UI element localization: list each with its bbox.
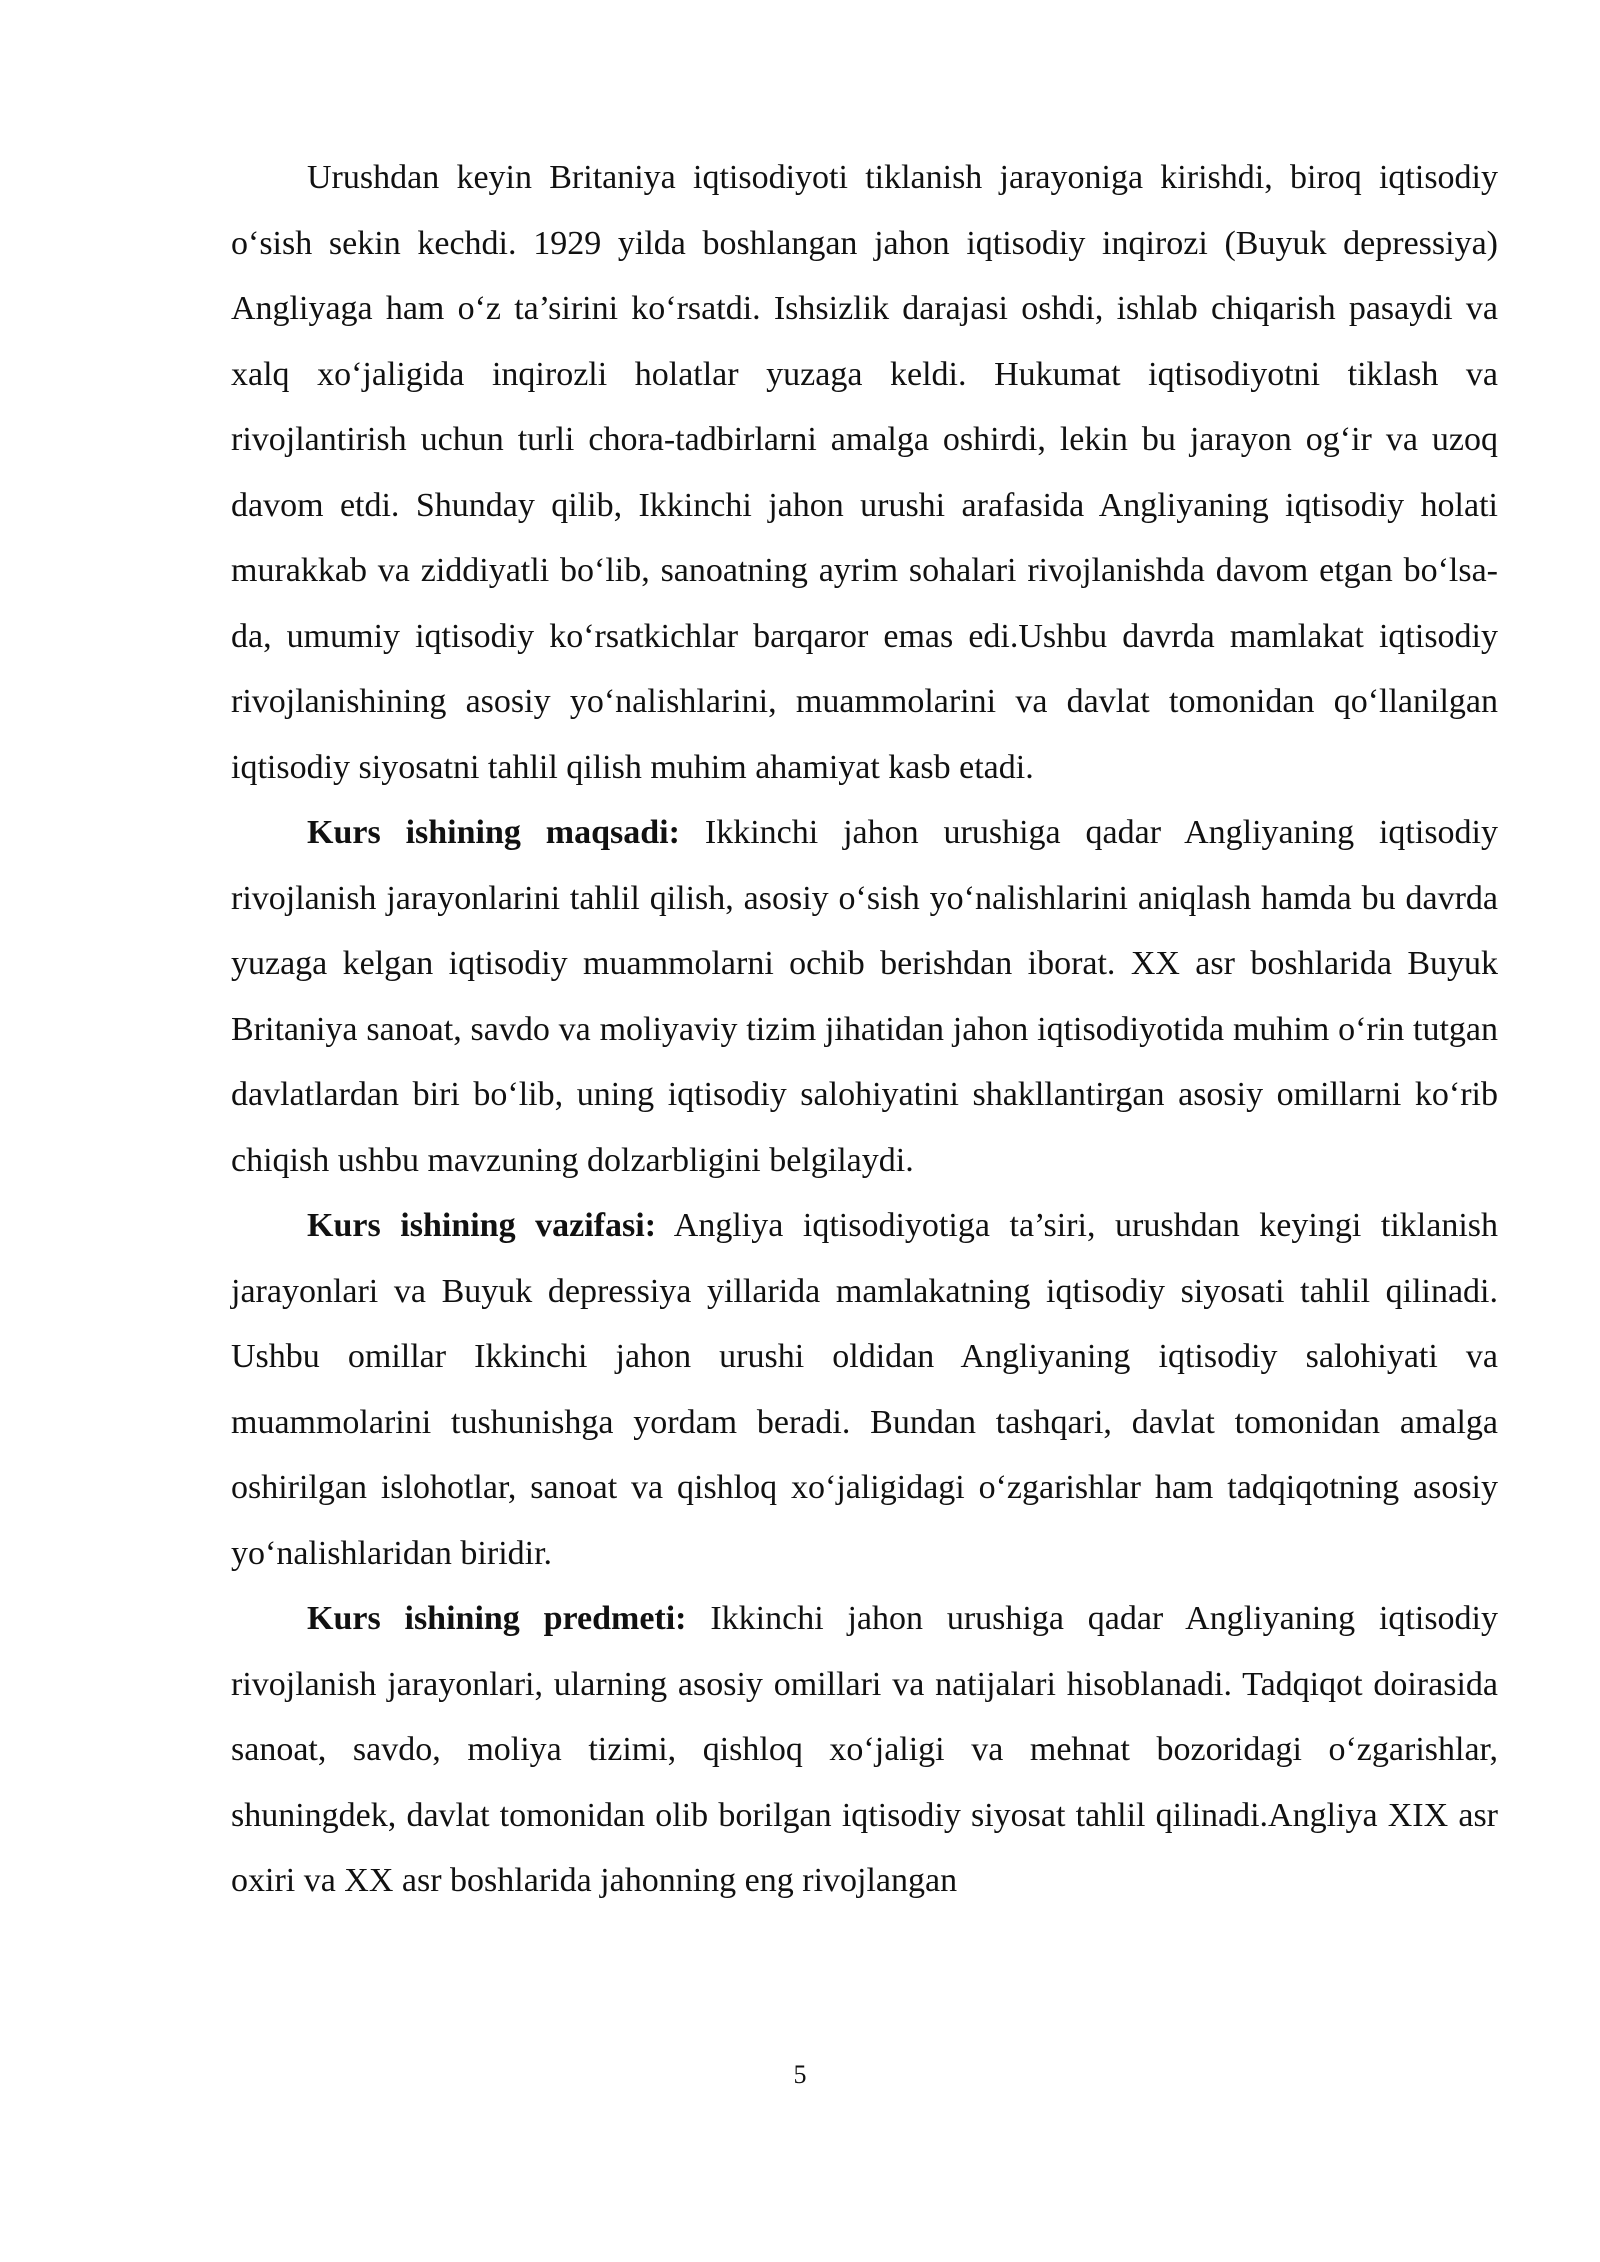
paragraph-text: Angliya iqtisodiyotiga ta’siri, urushdan keyingi tiklanish jarayonlari va Buyuk depressiya yillarida mamlakatning iqtisodiy siyosati tahlil qilinadi. Ushbu omillar Ikkinchi jahon urushi oldidan Angliyaning iqtisodiy salohiyati va muammolarini tushunishga yordam beradi. Bundan tashqari, davlat tomonidan amalga oshirilgan islohotlar, sanoat va qishloq xo‘jaligidagi o‘zgarishlar ham tadqiqotning asosiy yo‘nalishlaridan biridir.	[231, 1207, 1498, 1572]
paragraph-heading: Kurs ishining vazifasi:	[307, 1207, 657, 1244]
paragraph-heading: Kurs ishining predmeti:	[307, 1600, 687, 1637]
paragraph-predmeti	[231, 1586, 1498, 1914]
paragraph-vazifasi	[231, 1193, 1498, 1586]
paragraph-intro	[231, 145, 1498, 800]
paragraph-text: Ikkinchi jahon urushiga qadar Angliyaning iqtisodiy rivojlanish jarayonlarini tahlil qilish, asosiy o‘sish yo‘nalishlarini aniqlash hamda bu davrda yuzaga kelgan iqtisodiy muammolarni ochib berishdan iborat. XX asr boshlarida Buyuk Britaniya sanoat, savdo va moliyaviy tizim jihatidan jahon iqtisodiyotida muhim o‘rin tutgan davlatlardan biri bo‘lib, uning iqtisodiy salohiyatini shakllantirgan asosiy omillarni ko‘rib chiqish ushbu mavzuning dolzarbligini belgilaydi.	[231, 814, 1498, 1179]
page-number: 5	[793, 2060, 807, 2089]
paragraph-heading: Kurs ishining maqsadi:	[307, 814, 680, 851]
paragraph-maqsadi	[231, 800, 1498, 1193]
paragraph-text: Urushdan keyin Britaniya iqtisodiyoti tiklanish jarayoniga kirishdi, biroq iqtisodiy o‘sish sekin kechdi. 1929 yilda boshlangan jahon iqtisodiy inqirozi (Buyuk depressiya) Angliyaga ham o‘z ta’sirini ko‘rsatdi. Ishsizlik darajasi oshdi, ishlab chiqarish pasaydi va xalq xo‘jaligida inqirozli holatlar yuzaga keldi. Hukumat iqtisodiyotni tiklash va rivojlantirish uchun turli chora-tadbirlarni amalga oshirdi, lekin bu jarayon og‘ir va uzoq davom etdi. Shunday qilib, Ikkinchi jahon urushi arafasida Angliyaning iqtisodiy holati murakkab va ziddiyatli bo‘lib, sanoatning ayrim sohalari rivojlanishda davom etgan bo‘lsa-da, umumiy iqtisodiy ko‘rsatkichlar barqaror emas edi.Ushbu davrda mamlakat iqtisodiy rivojlanishining asosiy yo‘nalishlarini, muammolarini va davlat tomonidan qo‘llanilgan iqtisodiy siyosatni tahlil qilish muhim ahamiyat kasb etadi.	[231, 159, 1498, 786]
paragraph-text: Ikkinchi jahon urushiga qadar Angliyaning iqtisodiy rivojlanish jarayonlari, ularning asosiy omillari va natijalari hisoblanadi. Tadqiqot doirasida sanoat, savdo, moliya tizimi, qishloq xo‘jaligi va mehnat bozoridagi o‘zgarishlar, shuningdek, davlat tomonidan olib borilgan iqtisodiy siyosat tahlil qilinadi.Angliya XIX asr oxiri va XX asr boshlarida jahonning eng rivojlangan	[231, 1600, 1498, 1899]
body-text	[231, 145, 1498, 1914]
